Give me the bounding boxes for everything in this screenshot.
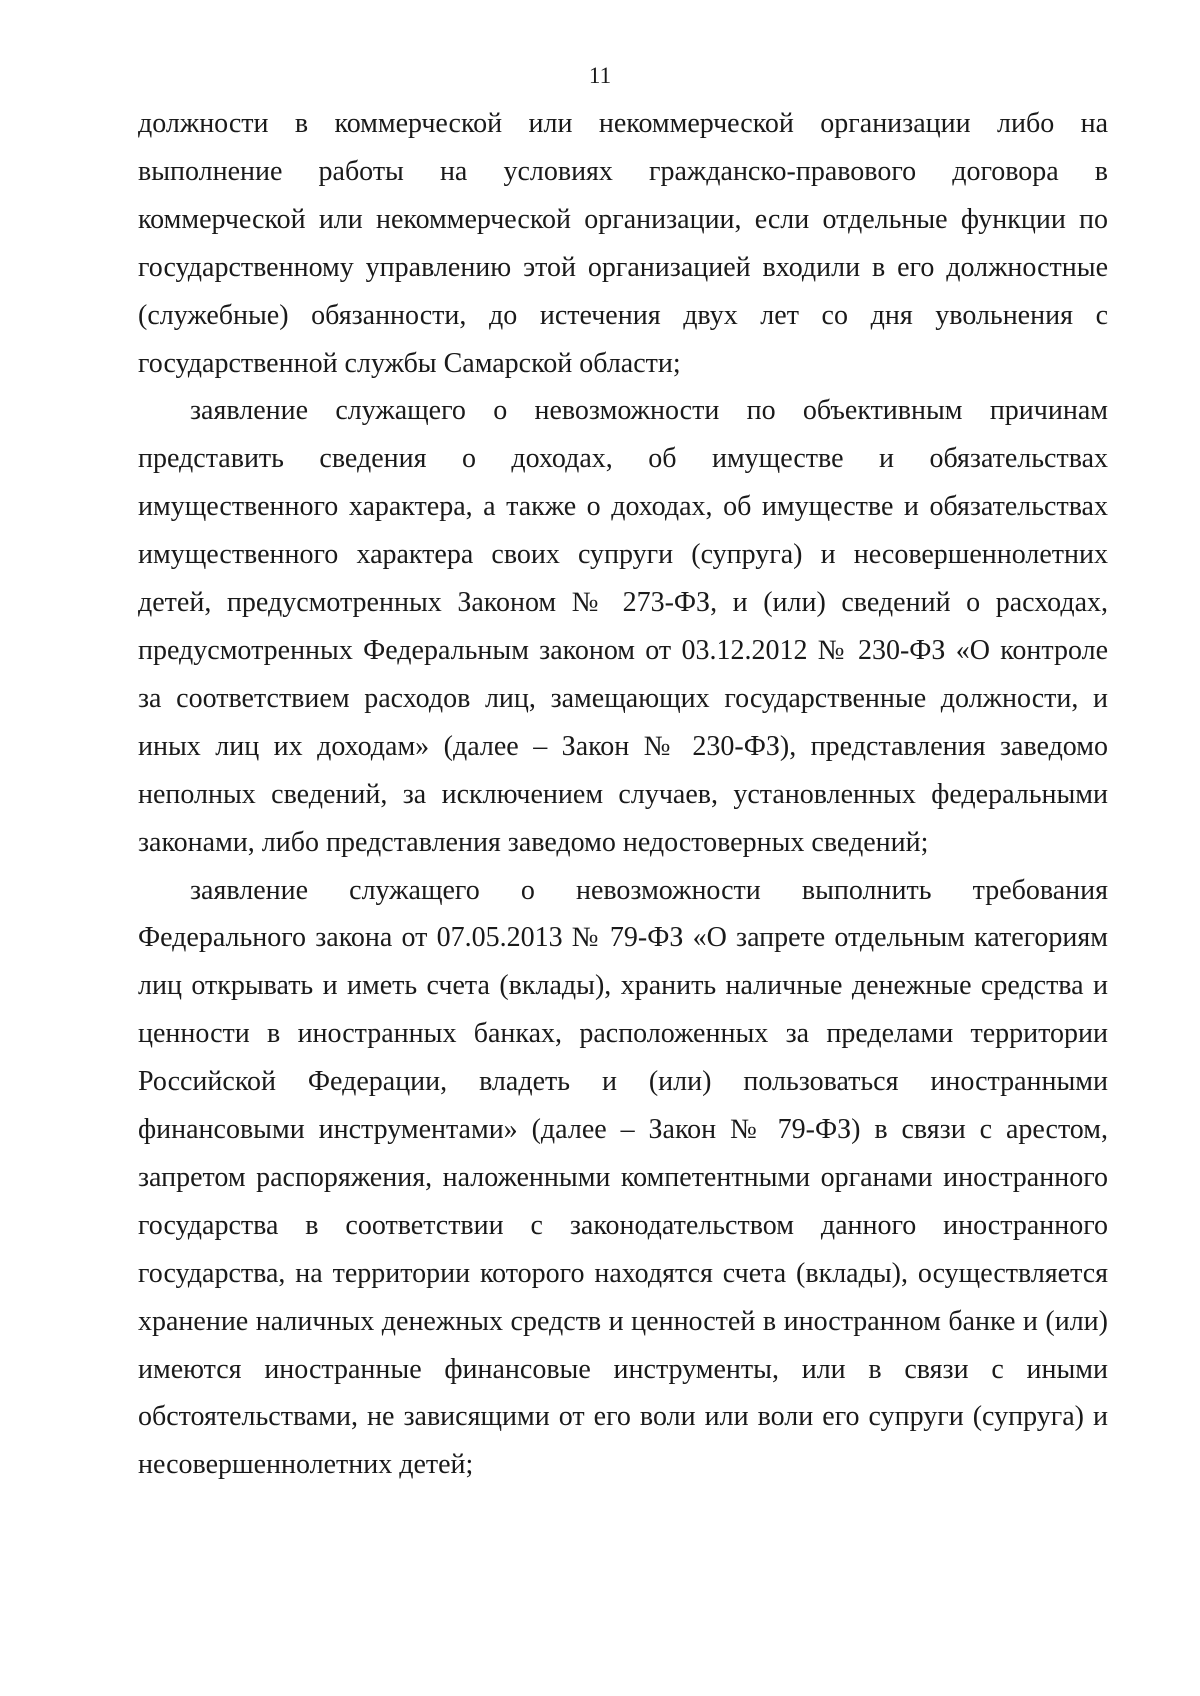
paragraph-continuation: должности в коммерческой или некоммерческой организации либо на выполнение работы на условиях гражданско-правового договора в коммерческой или некоммерческой организации, если отдельные функции по государственному управлению этой организацией входили в его должностные (служебные) обязанности, до истечения двух лет со дня увольнения с государственной службы Самарской области; — [138, 108, 1108, 379]
paragraph-statement-foreign-accounts: заявление служащего о невозможности выполнить требования Федерального закона от 07.05.2013 № 79-ФЗ «О запрете отдельным категориям лиц открывать и иметь счета (вклады), хранить наличные денежные средства и ценности в иностранных банках, расположенных за пределами территории Российской Федерации, владеть и (или) пользоваться иностранными финансовыми инструментами» (далее – Закон № 79-ФЗ) в связи с арестом, запретом распоряжения, наложенными компетентными органами иностранного государства в соответствии с законодательством данного иностранного государства, на территории которого находятся счета (вклады), осуществляется хранение наличных денежных средств и ценностей в иностранном банке и (или) имеются иностранные финансовые инструменты, или в связи с иными обстоятельствами, не зависящими от его воли или воли его супруги (супруга) и несовершеннолетних детей; — [138, 874, 1108, 1481]
paragraph-statement-income-info: заявление служащего о невозможности по объективным причинам представить сведения о доходах, об имуществе и обязательствах имущественного характера, а также о доходах, об имуществе и обязательствах имущественного характера своих супруги (супруга) и несовершеннолетних детей, предусмотренных Законом № 273-ФЗ, и (или) сведений о расходах, предусмотренных Федеральным законом от 03.12.2012 № 230-ФЗ «О контроле за соответствием расходов лиц, замещающих государственные должности, и иных лиц их доходам» (далее – Закон № 230-ФЗ), представления заведомо неполных сведений, за исключением случаев, установленных федеральными законами, либо представления заведомо недостоверных сведений; — [138, 395, 1108, 858]
document-body — [138, 100, 1108, 1489]
page-number: 11 — [588, 63, 612, 88]
